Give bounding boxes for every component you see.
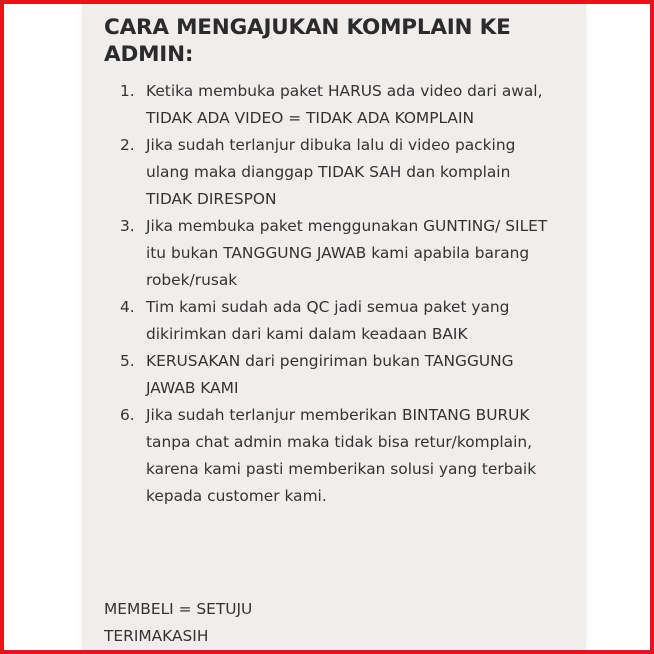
- rule-text: Jika sudah terlanjur dibuka lalu di video packing ulang maka dianggap TIDAK SAH dan komplain TIDAK DIRESPON: [146, 136, 516, 208]
- rule-item: [104, 78, 556, 132]
- rule-number: 6.: [120, 406, 135, 424]
- rule-text: KERUSAKAN dari pengiriman bukan TANGGUNG JAWAB KAMI: [146, 352, 514, 397]
- rule-item: [104, 402, 556, 510]
- rule-item: [104, 294, 556, 348]
- rule-item: [104, 348, 556, 402]
- rule-number: 5.: [120, 352, 135, 370]
- rule-number: 2.: [120, 136, 135, 154]
- rule-item: [104, 213, 556, 294]
- rule-text: Jika membuka paket menggunakan GUNTING/ SILET itu bukan TANGGUNG JAWAB kami apabila barang robek/rusak: [146, 217, 548, 289]
- rule-number: 4.: [120, 298, 135, 316]
- rule-number: 3.: [120, 217, 135, 235]
- rule-text: Jika sudah terlanjur memberikan BINTANG BURUK tanpa chat admin maka tidak bisa retur/komplain, karena kami pasti memberikan solusi yang terbaik kepada customer kami.: [146, 406, 537, 505]
- rule-text: Tim kami sudah ada QC jadi semua paket yang dikirimkan dari kami dalam keadaan BAIK: [146, 298, 510, 343]
- notice-footer: [104, 596, 252, 650]
- thanks-line: TERIMAKASIH: [104, 627, 209, 645]
- rule-text: Ketika membuka paket HARUS ada video dari awal, TIDAK ADA VIDEO = TIDAK ADA KOMPLAIN: [146, 82, 543, 127]
- notice-title: CARA MENGAJUKAN KOMPLAIN KE ADMIN:: [104, 15, 511, 67]
- rule-number: 1.: [120, 82, 135, 100]
- agreement-line: MEMBELI = SETUJU: [104, 600, 253, 618]
- rule-item: [104, 132, 556, 213]
- rules-list: [104, 78, 556, 510]
